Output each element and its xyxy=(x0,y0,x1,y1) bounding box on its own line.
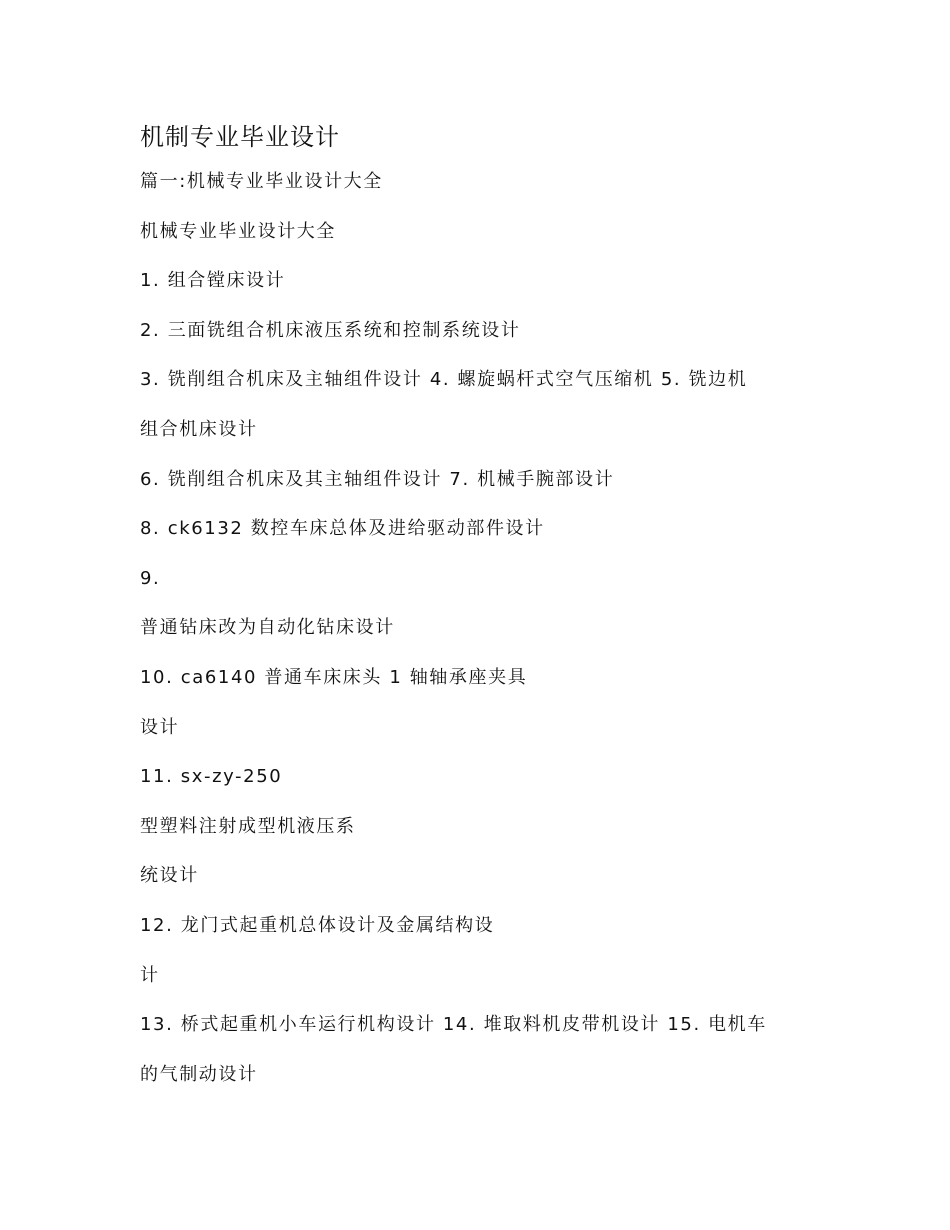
list-item: 统设计 xyxy=(140,865,199,887)
list-item: 13. 桥式起重机小车运行机构设计 14. 堆取料机皮带机设计 15. 电机车 xyxy=(140,1014,767,1036)
list-item: 设计 xyxy=(140,716,180,738)
list-item: 计 xyxy=(140,964,160,986)
document-title: 机制专业毕业设计 xyxy=(140,123,340,151)
list-item: 9. xyxy=(140,567,161,589)
list-item: 8. ck6132 数控车床总体及进给驱动部件设计 xyxy=(140,518,545,540)
list-item: 11. sx-zy-250 xyxy=(140,766,283,788)
document-body xyxy=(140,118,830,1112)
list-item: 3. 铣削组合机床及主轴组件设计 4. 螺旋蜗杆式空气压缩机 5. 铣边机 xyxy=(140,369,748,391)
list-item: 1. 组合镗床设计 xyxy=(140,270,286,292)
section-heading: 篇一:机械专业毕业设计大全 xyxy=(140,171,383,192)
list-item: 2. 三面铣组合机床液压系统和控制系统设计 xyxy=(140,319,521,341)
list-item: 普通钻床改为自动化钻床设计 xyxy=(140,617,395,639)
list-item: 型塑料注射成型机液压系 xyxy=(140,815,356,837)
list-item: 组合机床设计 xyxy=(140,418,258,440)
subheading: 机械专业毕业设计大全 xyxy=(140,220,336,242)
list-item: 的气制动设计 xyxy=(140,1063,258,1085)
list-item: 6. 铣削组合机床及其主轴组件设计 7. 机械手腕部设计 xyxy=(140,468,615,490)
list-item: 12. 龙门式起重机总体设计及金属结构设 xyxy=(140,914,495,936)
list-item: 10. ca6140 普通车床床头 1 轴轴承座夹具 xyxy=(140,666,528,688)
